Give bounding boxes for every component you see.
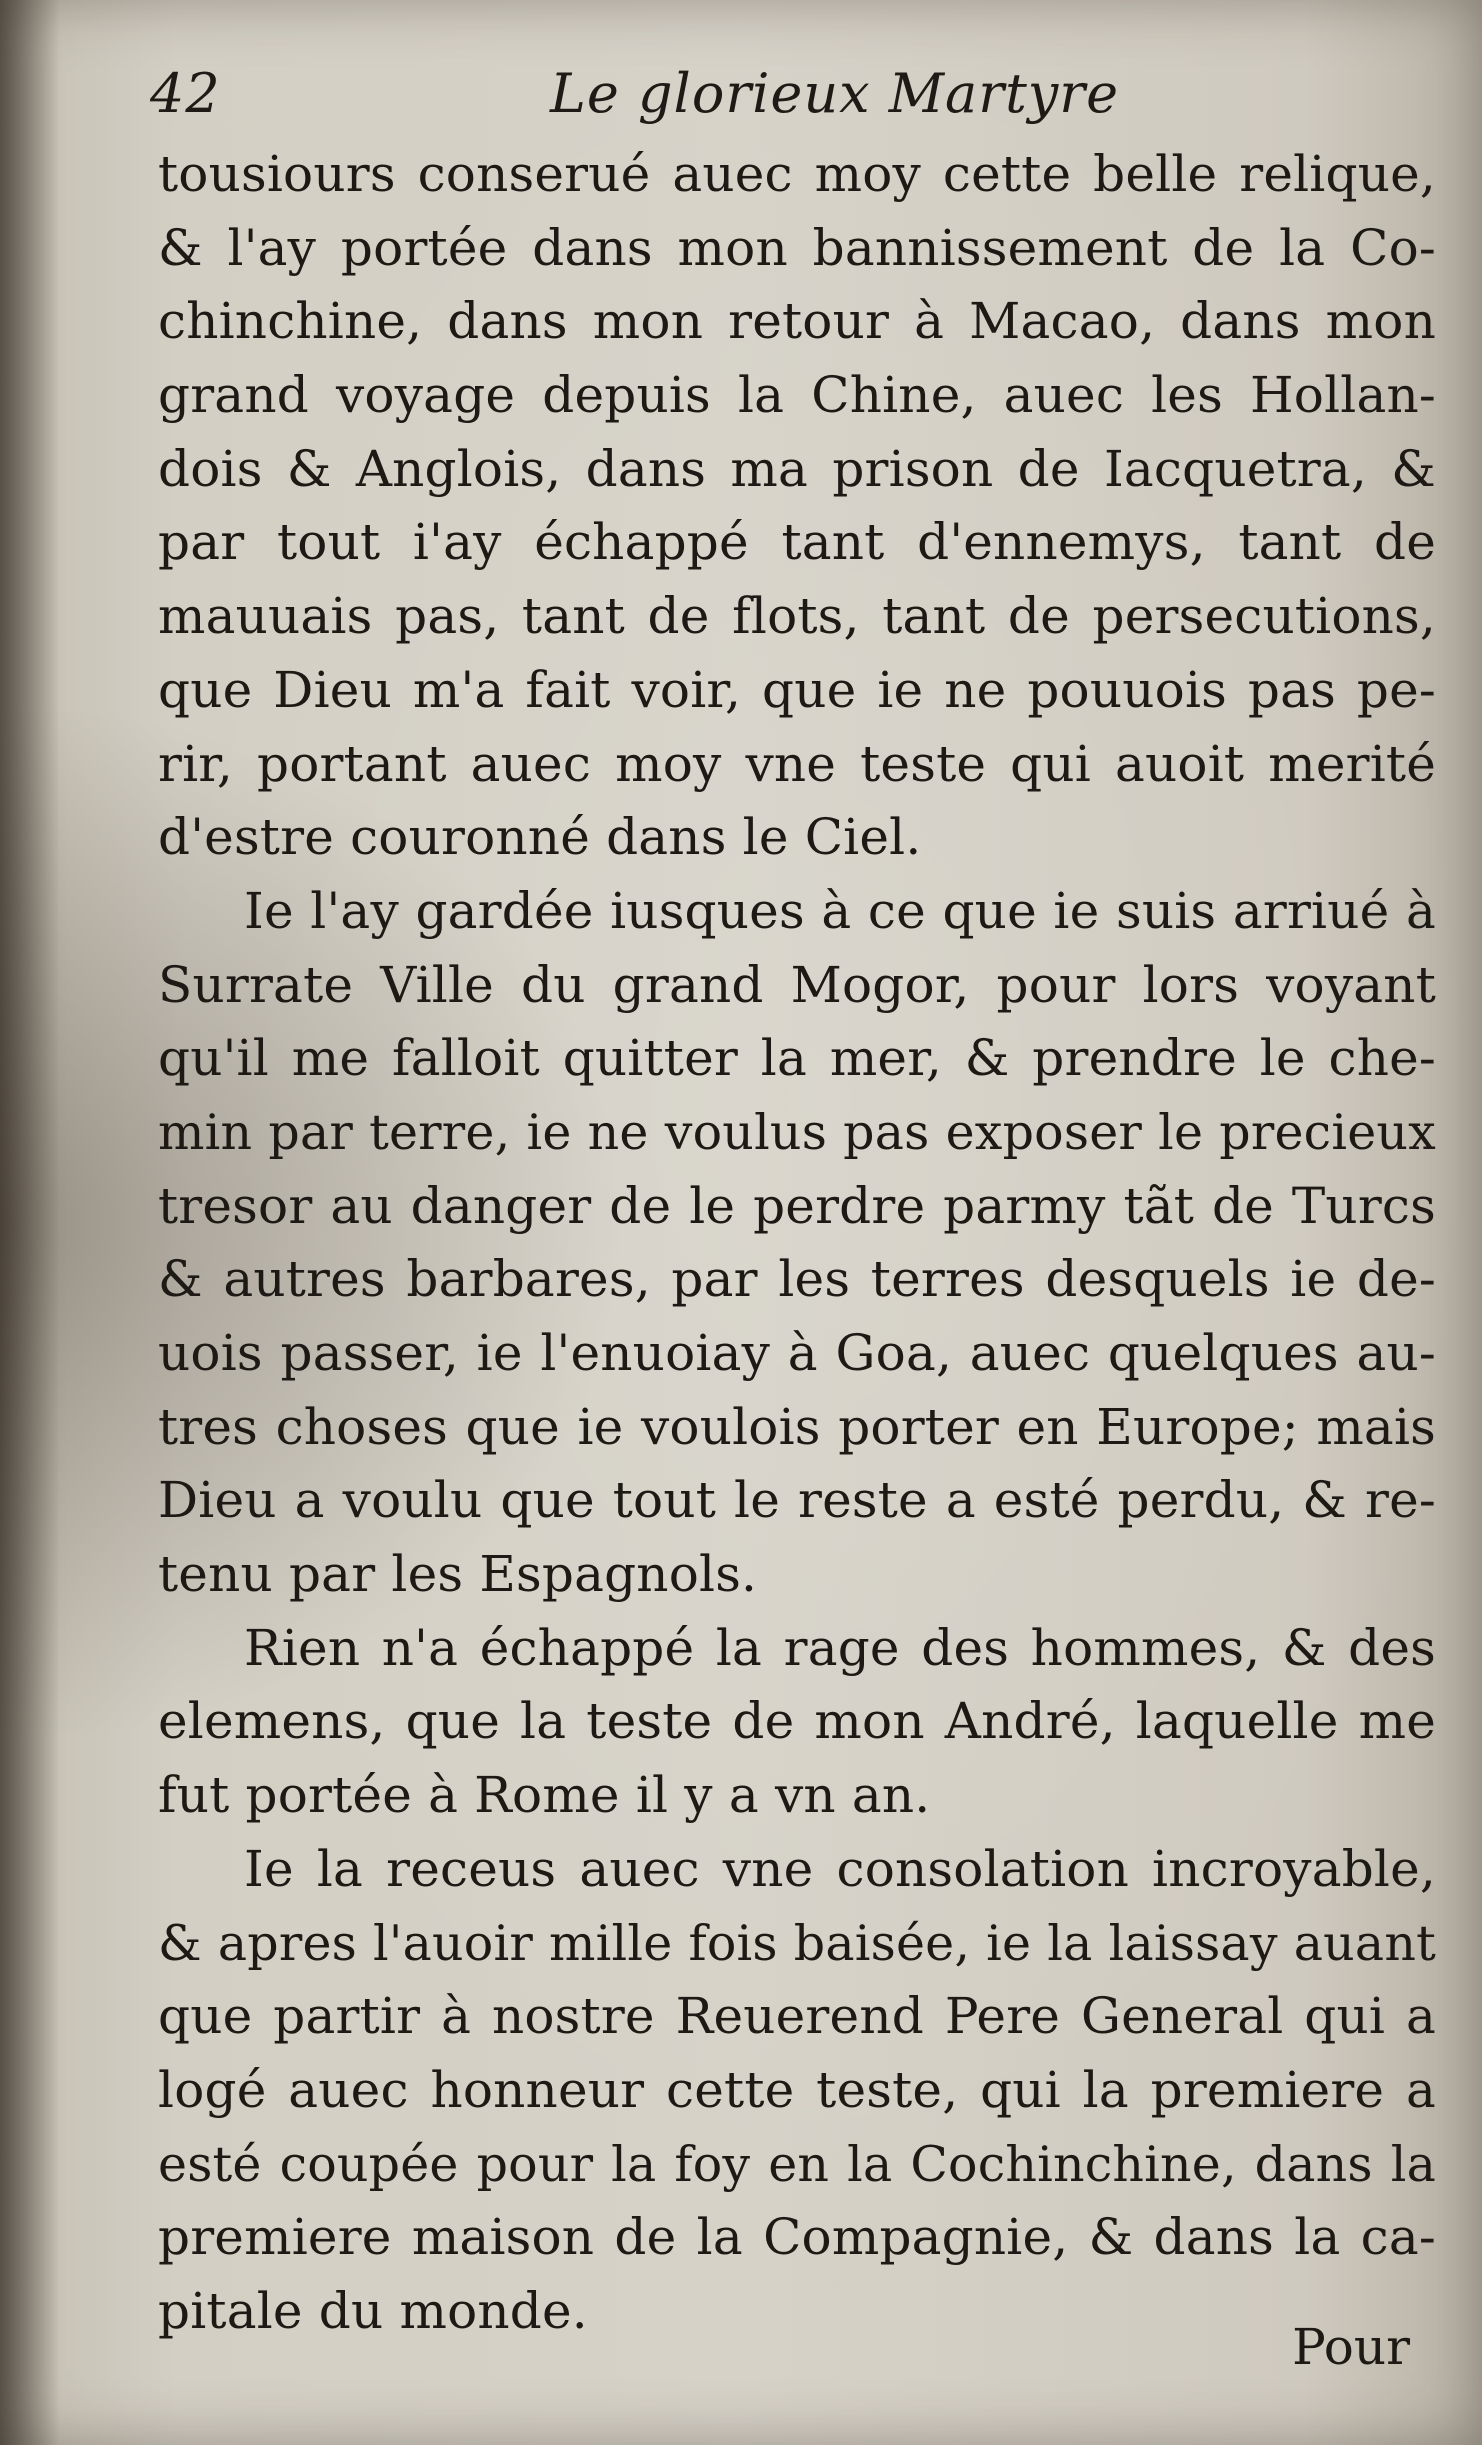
text-line: Ie la receus auec vne consolation incroyable, xyxy=(244,1839,1436,1898)
text-line: Dieu a voulu que tout le reste a esté perdu, & re- xyxy=(158,1471,1436,1530)
text-line: chinchine, dans mon retour à Macao, dans mon xyxy=(158,292,1436,351)
paragraph-4 xyxy=(158,1833,1436,2349)
text-line: tenu par les Espagnols. xyxy=(158,1545,758,1604)
text-line: d'estre couronné dans le Ciel. xyxy=(158,808,922,867)
catchword: Pour xyxy=(1292,2318,1410,2376)
text-line: tres choses que ie voulois porter en Europe; mais xyxy=(158,1397,1436,1456)
text-line: pitale du monde. xyxy=(158,2281,588,2340)
text-line: tousiours conserué auec moy cette belle relique, xyxy=(158,145,1436,203)
text-line: grand voyage depuis la Chine, auec les Hollan- xyxy=(158,366,1436,425)
paragraph-1 xyxy=(158,138,1436,875)
gutter-shadow xyxy=(0,0,60,2445)
text-line: Rien n'a échappé la rage des hommes, & des xyxy=(244,1618,1436,1677)
text-line: uois passer, ie l'enuoiay à Goa, auec quelques au- xyxy=(158,1324,1436,1382)
text-line: par tout i'ay échappé tant d'ennemys, tant de xyxy=(158,513,1436,572)
body-text xyxy=(158,138,1436,2349)
text-line: esté coupée pour la foy en la Cochinchine, dans la xyxy=(158,2135,1436,2193)
text-line: rir, portant auec moy vne teste qui auoit merité xyxy=(158,734,1436,793)
running-head: Le glorieux Martyre xyxy=(550,62,1120,125)
text-line: & apres l'auoir mille fois baisée, ie la laissay auant xyxy=(158,1914,1436,1972)
text-line: & l'ay portée dans mon bannissement de la Co- xyxy=(158,218,1436,277)
page-header xyxy=(150,62,1400,142)
text-line: Surrate Ville du grand Mogor, pour lors voyant xyxy=(158,955,1436,1014)
page-number: 42 xyxy=(150,62,221,125)
text-line: & autres barbares, par les terres desquels ie de- xyxy=(158,1250,1436,1309)
paragraph-3 xyxy=(158,1612,1436,1833)
text-line: que Dieu m'a fait voir, que ie ne pouuois pas pe- xyxy=(158,660,1436,719)
text-line: mauuais pas, tant de flots, tant de persecutions, xyxy=(158,587,1436,646)
text-line: dois & Anglois, dans ma prison de Iacquetra, & xyxy=(158,439,1436,498)
text-line: logé auec honneur cette teste, qui la premiere a xyxy=(158,2060,1436,2119)
text-line: fut portée à Rome il y a vn an. xyxy=(158,1766,931,1825)
text-line: qu'il me falloit quitter la mer, & prendre le che- xyxy=(158,1029,1436,1088)
text-line: min par terre, ie ne voulus pas exposer le precieux xyxy=(158,1103,1436,1161)
text-line: Ie l'ay gardée iusques à ce que ie suis arriué à xyxy=(244,881,1436,940)
text-line: elemens, que la teste de mon André, laquelle me xyxy=(158,1692,1436,1751)
paragraph-2 xyxy=(158,875,1436,1612)
text-line: tresor au danger de le perdre parmy tãt de Turcs xyxy=(158,1176,1436,1235)
text-line: premiere maison de la Compagnie, & dans la ca- xyxy=(158,2208,1436,2267)
text-line: que partir à nostre Reuerend Pere General qui a xyxy=(158,1987,1436,2046)
